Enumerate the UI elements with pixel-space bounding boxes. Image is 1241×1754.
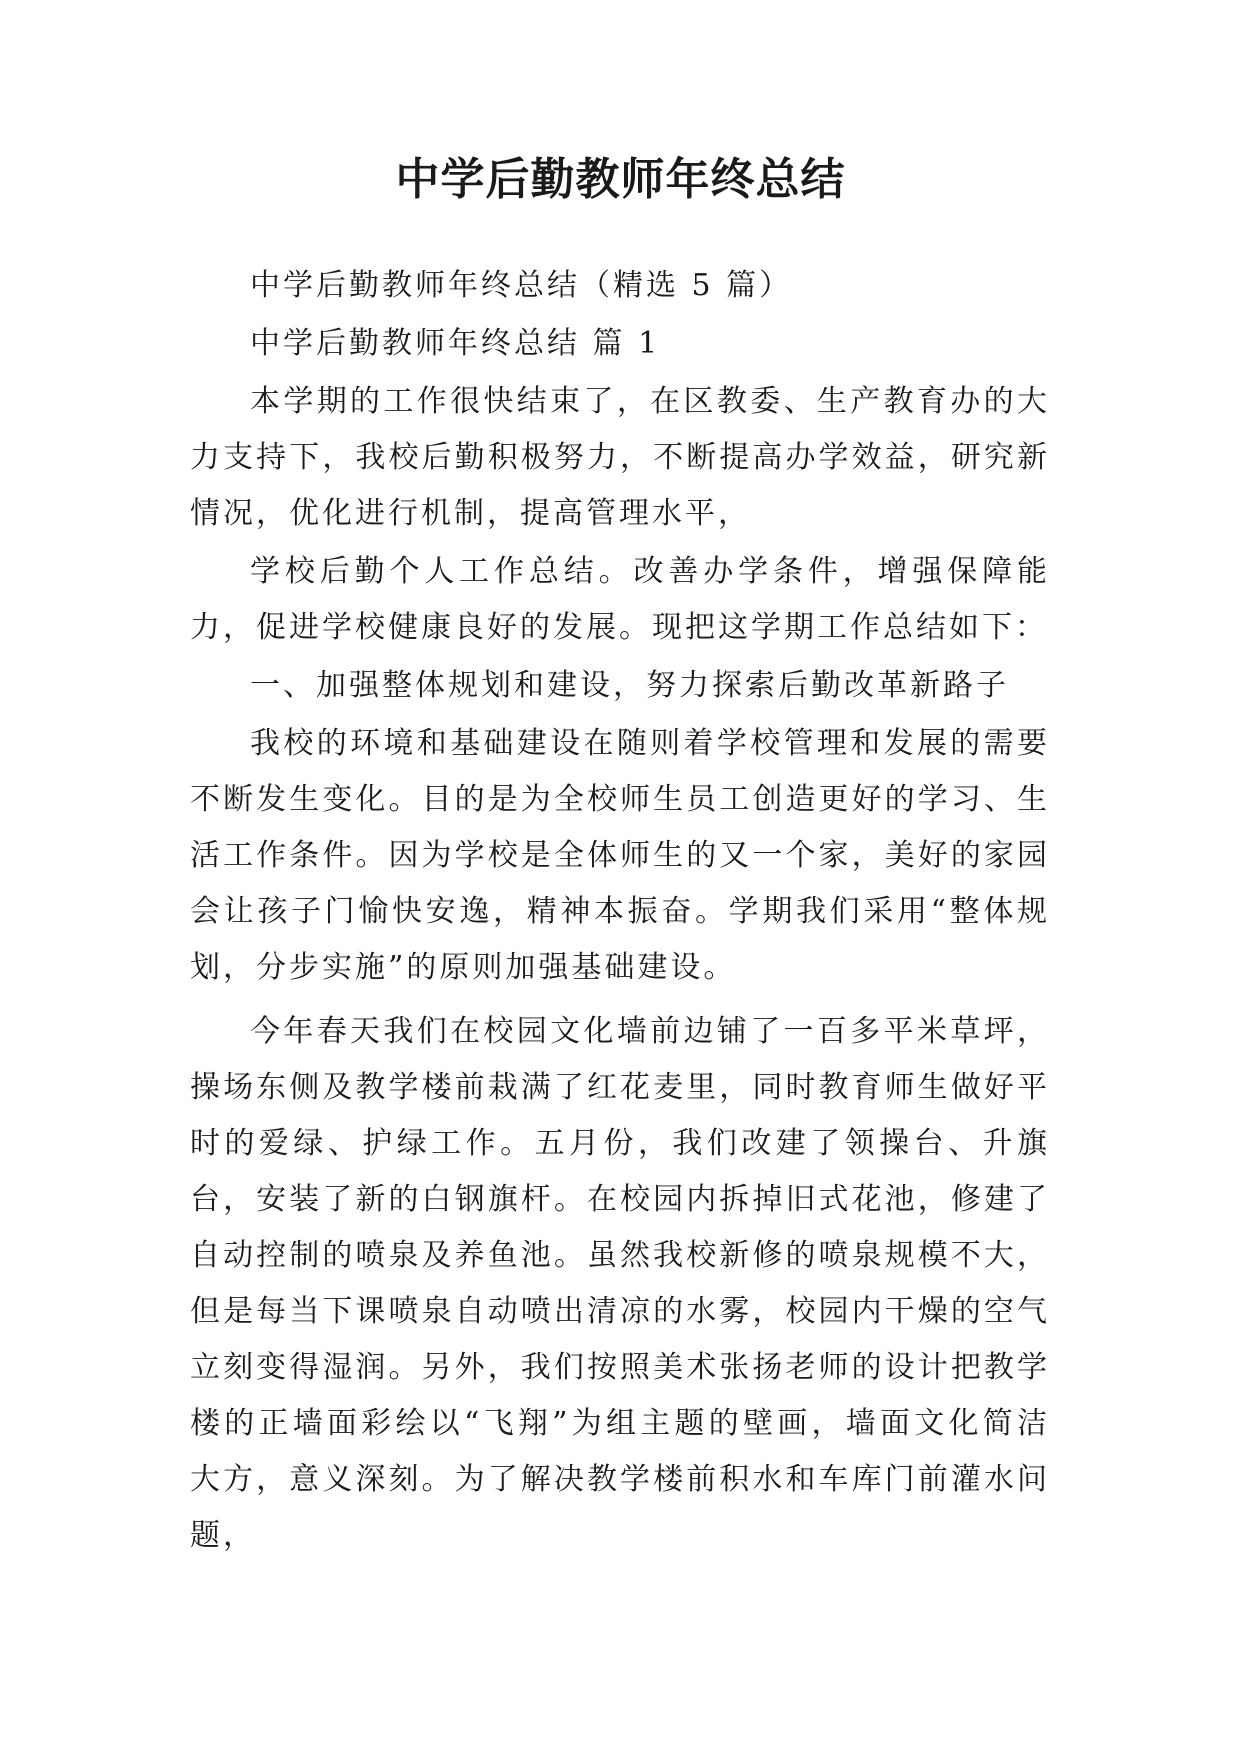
section-heading-1: 一、加强整体规划和建设，努力探索后勤改革新路子 xyxy=(250,668,1009,703)
section-heading-part1: 中学后勤教师年终总结 篇 1 xyxy=(250,326,661,361)
body-paragraph: 本学期的工作很快结束了，在区教委、生产教育办的大力支持下，我校后勤积极努力，不断提高办学效益，研究新情况，优化进行机制，提高管理水平， xyxy=(190,384,1050,531)
body-paragraph: 我校的环境和基础建设在随则着学校管理和发展的需要不断发生变化。目的是为全校师生员工创造更好的学习、生活工作条件。因为学校是全体师生的又一个家，美好的家园会让孩子门愉快安逸，精神本振奋。学期我们采用“整体规划，分步实施”的原则加强基础建设。 xyxy=(190,726,1050,985)
document-title: 中学后勤教师年终总结 xyxy=(395,154,846,205)
body-paragraph: 今年春天我们在校园文化墙前边铺了一百多平米草坪，操场东侧及教学楼前栽满了红花麦里，同时教育师生做好平时的爱绿、护绿工作。五月份，我们改建了领操台、升旗台，安装了新的白钢旗杆。在校园内拆掉旧式花池，修建了自动控制的喷泉及养鱼池。虽然我校新修的喷泉规模不大，但是每当下课喷泉自动喷出清凉的水雾，校园内干燥的空气立刻变得湿润。另外，我们按照美术张扬老师的设计把教学楼的正墙面彩绘以“飞翔”为组主题的壁画，墙面文化简洁大方，意义深刻。为了解决教学楼前积水和车库门前灌水问题， xyxy=(190,1014,1050,1553)
document-body xyxy=(190,258,1050,1566)
body-paragraph: 学校后勤个人工作总结。改善办学条件，增强保障能力，促进学校健康良好的发展。现把这学期工作总结如下： xyxy=(190,554,1050,645)
subtitle-paragraph: 中学后勤教师年终总结（精选 5 篇） xyxy=(250,268,793,303)
